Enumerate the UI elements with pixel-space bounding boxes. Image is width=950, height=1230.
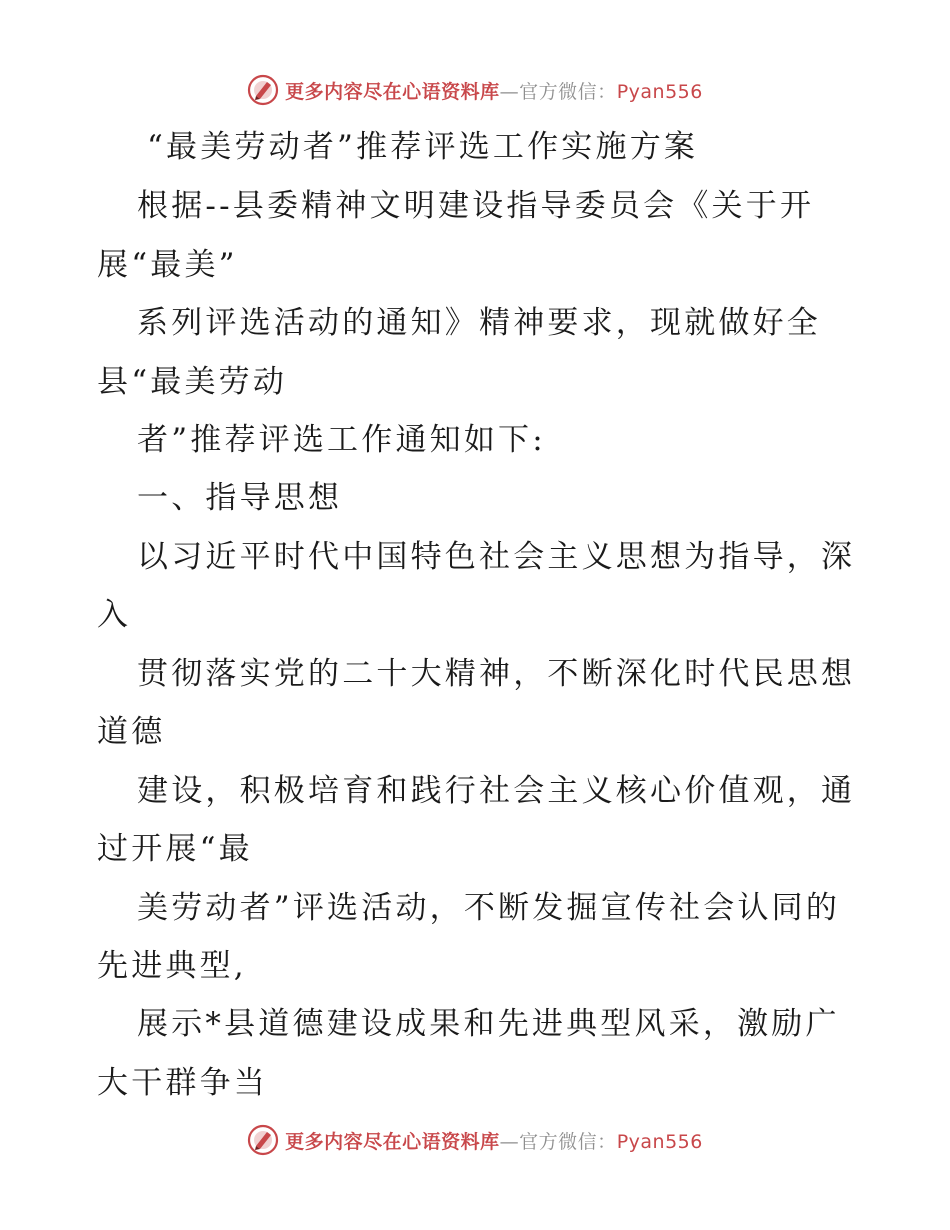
header-banner-wechat-id: Pyan556 (616, 80, 703, 103)
footer-banner-library: 更多内容尽在心语资料库 (285, 1130, 500, 1153)
document-pen-logo-icon (247, 74, 279, 106)
document-pen-logo-icon (247, 1124, 279, 1156)
document-line: 过开展“最 (97, 831, 253, 867)
document-line: 大干群争当 (97, 1065, 268, 1101)
document-line: 者”推荐评选工作通知如下: (137, 422, 546, 458)
document-line: 美劳动者”评选活动，不断发掘宣传社会认同的 (137, 890, 841, 926)
footer-banner-label: —官方微信： (499, 1130, 617, 1153)
document-title: “最美劳动者”推荐评选工作实施方案 (147, 129, 699, 165)
document-line: 县“最美劳动 (97, 364, 288, 400)
document-line: 展“最美” (97, 247, 238, 283)
document-line: 先进典型, (97, 948, 247, 984)
footer-banner (0, 1120, 950, 1160)
section-heading: 一、指导思想 (137, 480, 343, 516)
header-banner-label: —官方微信： (499, 80, 617, 103)
header-banner (0, 70, 950, 110)
document-line: 以习近平时代中国特色社会主义思想为指导，深 (137, 539, 856, 575)
document-line: 系列评选活动的通知》精神要求，现就做好全 (137, 305, 821, 341)
document-line: 入 (97, 597, 132, 633)
document-line: 建设，积极培育和践行社会主义核心价值观，通 (137, 773, 856, 809)
header-banner-library: 更多内容尽在心语资料库 (285, 80, 500, 103)
document-line: 展示*县道德建设成果和先进典型风采，激励广 (137, 1006, 840, 1042)
footer-banner-wechat-id: Pyan556 (616, 1130, 703, 1153)
document-line: 贯彻落实党的二十大精神，不断深化时代民思想 (137, 656, 856, 692)
document-line: 根据--县委精神文明建设指导委员会《关于开 (137, 188, 815, 224)
document-line: 道德 (97, 714, 166, 750)
footer-banner-text (285, 1127, 703, 1154)
header-banner-text (285, 77, 703, 104)
